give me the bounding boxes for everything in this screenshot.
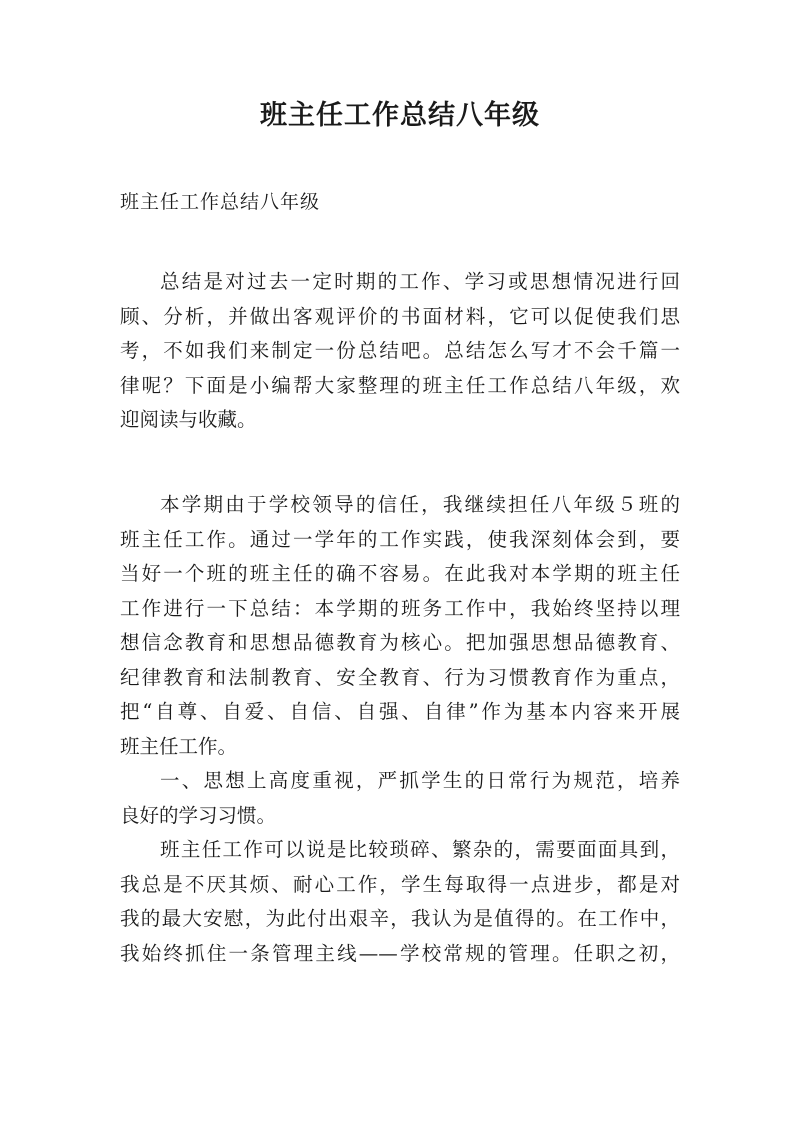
- text-line: 良好的学习习惯。: [120, 803, 277, 827]
- document-title: 班主任工作总结八年级: [260, 100, 540, 131]
- text-line: 考，不如我们来制定一份总结吧。总结怎么写才不会千篇一: [120, 339, 680, 362]
- text-line: 迎阅读与收藏。: [120, 408, 257, 431]
- text-line: 律呢？下面是小编帮大家整理的班主任工作总结八年级，欢: [120, 373, 680, 397]
- text-line: 纪律教育和法制教育、安全教育、行为习惯教育作为重点，: [120, 665, 680, 689]
- text-line: 工作进行一下总结：本学期的班务工作中，我始终坚持以理: [120, 596, 680, 620]
- text-line: 班主任工作。通过一学年的工作实践，使我深刻体会到，要: [120, 527, 680, 551]
- text-line: 班主任工作。: [120, 734, 238, 758]
- text-line: 顾、分析，并做出客观评价的书面材料，它可以促使我们思: [120, 304, 680, 328]
- text-line: 我始终抓住一条管理主线——学校常规的管理。任职之初，: [120, 941, 680, 965]
- intro-paragraph: [120, 265, 680, 438]
- text-line: 我的最大安慰，为此付出艰辛，我认为是值得的。在工作中，: [120, 907, 680, 930]
- text-line: 我总是不厌其烦、耐心工作，学生每取得一点进步，都是对: [120, 872, 680, 896]
- text-line: 总结是对过去一定时期的工作、学习或思想情况进行回: [160, 270, 680, 293]
- text-line: 想信念教育和思想品德教育为核心。把加强思想品德教育、: [120, 631, 680, 654]
- document-subtitle: 班主任工作总结八年级: [120, 191, 321, 213]
- text-line: 本学期由于学校领导的信任，我继续担任八年级５班的: [160, 493, 680, 516]
- main-text: [120, 488, 680, 971]
- text-line: 当好一个班的班主任的确不容易。在此我对本学期的班主任: [120, 562, 680, 585]
- text-line: 一、思想上高度重视，严抓学生的日常行为规范，培养: [160, 769, 680, 792]
- text-line: 把“自尊、自爱、自信、自强、自律”作为基本内容来开展: [120, 700, 680, 723]
- text-line: 班主任工作可以说是比较琐碎、繁杂的，需要面面具到，: [160, 838, 680, 861]
